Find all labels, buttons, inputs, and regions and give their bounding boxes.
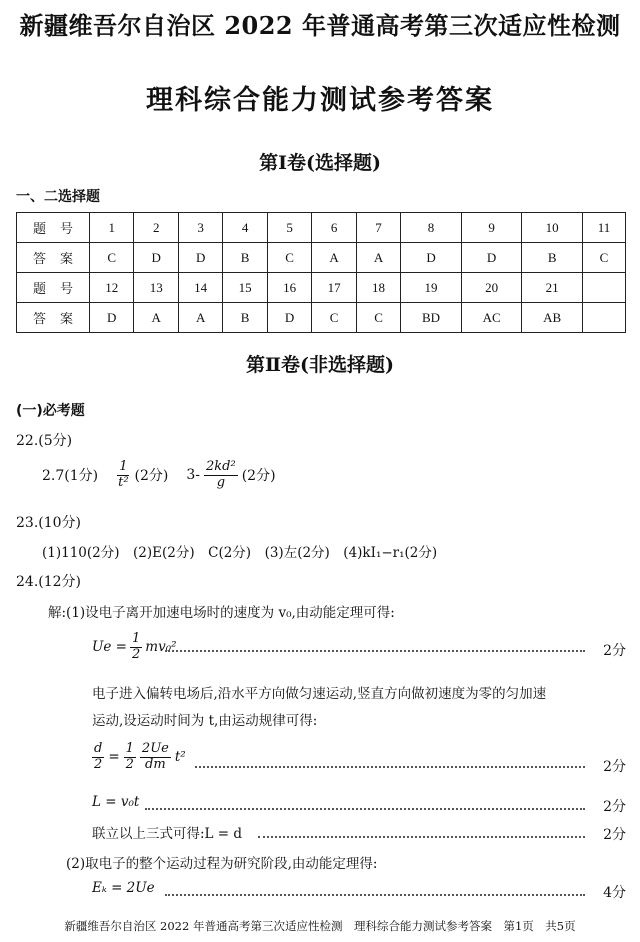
question-number: 5 <box>267 213 311 243</box>
equation-lhs: Ue = <box>92 639 127 656</box>
q24-title: 24.(12分) <box>16 574 82 590</box>
answer-cell: D <box>461 243 522 273</box>
answer-cell: A <box>356 243 400 273</box>
question-number: 17 <box>312 273 356 303</box>
answer-cell: B <box>223 303 267 333</box>
question-number: 6 <box>312 213 356 243</box>
document-title: 新疆维吾尔自治区 2022 年普通高考第三次适应性检测 <box>19 11 621 40</box>
question-number: 18 <box>356 273 400 303</box>
row-label-answer: 答案 <box>17 303 90 333</box>
q22-answer <box>42 460 276 491</box>
question-number: 7 <box>356 213 400 243</box>
document-subtitle: 理科综合能力测试参考答案 <box>146 85 494 116</box>
answer-cell: D <box>267 303 311 333</box>
row-label-question: 题号 <box>17 213 90 243</box>
answer-cell: A <box>312 243 356 273</box>
dotted-leader <box>258 836 585 838</box>
fraction-numerator: 2kd² <box>206 459 236 474</box>
q24-paragraph-2: 运动,设运动时间为 t,由运动规律可得: <box>92 713 318 729</box>
fraction-denominator: 2 <box>125 756 134 772</box>
question-number <box>582 273 625 303</box>
answer-cell: C <box>312 303 356 333</box>
answer-cell: C <box>582 243 625 273</box>
row-label-question: 题号 <box>17 273 90 303</box>
dotted-leader <box>195 766 585 768</box>
answer-cell: B <box>223 243 267 273</box>
points-label: 2分 <box>603 759 626 775</box>
answer-cell: AB <box>522 303 583 333</box>
q23-answer: (1)110(2分) (2)E(2分) C(2分) (3)左(2分) (4)kI₁−r₁(2分) <box>42 545 438 561</box>
question-number: 19 <box>401 273 462 303</box>
fraction-denominator: t² <box>118 474 129 490</box>
answer-table <box>16 212 626 333</box>
answer-cell: C <box>267 243 311 273</box>
answer-cell: D <box>178 243 222 273</box>
question-number: 14 <box>178 273 222 303</box>
dotted-leader <box>145 808 585 810</box>
equation-term: t² <box>174 749 186 766</box>
points-label: 2分 <box>603 827 626 843</box>
question-number: 20 <box>461 273 522 303</box>
q23-title: 23.(10分) <box>16 515 82 531</box>
q24-part2-intro: (2)取电子的整个运动过程为研究阶段,由动能定理得: <box>66 856 378 872</box>
fraction-numerator: 1 <box>125 741 134 756</box>
answer-cell: A <box>134 303 178 333</box>
question-number: 15 <box>223 273 267 303</box>
fraction-denominator: g <box>216 474 226 490</box>
answer-cell: C <box>90 243 134 273</box>
required-section-label: (一)必考题 <box>16 403 85 419</box>
q24-equation-3: L = v₀t <box>92 794 140 810</box>
fraction-denominator: 2 <box>94 756 103 772</box>
dotted-leader <box>165 650 585 652</box>
q22-answer-part3: (2分) <box>241 468 276 485</box>
question-number: 13 <box>134 273 178 303</box>
points-label: 2分 <box>603 643 626 659</box>
equals-sign: = <box>108 749 120 766</box>
answer-cell: D <box>401 243 462 273</box>
answer-cell: D <box>90 303 134 333</box>
question-number: 3 <box>178 213 222 243</box>
question-number: 16 <box>267 273 311 303</box>
question-number: 21 <box>522 273 583 303</box>
part2-heading: 第Ⅱ卷(非选择题) <box>246 354 394 376</box>
table-row <box>17 213 626 243</box>
q24-paragraph-1: 电子进入偏转电场后,沿水平方向做匀速运动,竖直方向做初速度为零的匀加速 <box>92 686 547 702</box>
answer-cell: D <box>134 243 178 273</box>
equation-fraction <box>140 742 171 773</box>
table-row <box>17 303 626 333</box>
question-number: 12 <box>90 273 134 303</box>
question-number: 9 <box>461 213 522 243</box>
fraction-numerator: d <box>94 741 103 756</box>
answer-cell: C <box>356 303 400 333</box>
fraction-numerator: 2Ue <box>141 741 169 756</box>
page-footer: 新疆维吾尔自治区 2022 年普通高考第三次适应性检测 理科综合能力测试参考答案 第1页 共5页 <box>64 919 576 933</box>
table-row <box>17 273 626 303</box>
dotted-leader <box>165 894 585 896</box>
question-number: 11 <box>582 213 625 243</box>
question-number: 8 <box>401 213 462 243</box>
question-number: 1 <box>90 213 134 243</box>
table-row <box>17 243 626 273</box>
question-number: 10 <box>522 213 583 243</box>
equation-fraction <box>92 742 104 773</box>
part1-heading: 第Ⅰ卷(选择题) <box>259 152 381 174</box>
equation-fraction <box>130 632 142 663</box>
q24-intro: 解:(1)设电子离开加速电场时的速度为 v₀,由动能定理可得: <box>48 605 395 621</box>
question-number: 2 <box>134 213 178 243</box>
q22-answer-prefix: 3- <box>186 467 201 484</box>
q24-equation-2 <box>92 742 186 773</box>
answer-cell <box>582 303 625 333</box>
fraction-numerator: 1 <box>131 631 141 646</box>
q22-fraction-2 <box>204 460 238 491</box>
equation-rhs: mv₀² <box>145 639 177 656</box>
question-number: 4 <box>223 213 267 243</box>
q22-fraction-1 <box>116 460 130 491</box>
fraction-denominator: dm <box>145 756 166 772</box>
q22-answer-part1: 2.7(1分) <box>42 468 99 485</box>
fraction-denominator: 2 <box>131 646 141 662</box>
fraction-numerator: 1 <box>119 459 128 474</box>
q24-equation-4: 联立以上三式可得:L = d <box>92 826 243 842</box>
answer-cell: BD <box>401 303 462 333</box>
points-label: 2分 <box>603 799 626 815</box>
q22-answer-part2: (2分) <box>134 468 169 485</box>
q24-equation-1 <box>92 632 177 663</box>
answer-cell: B <box>522 243 583 273</box>
q22-title: 22.(5分) <box>16 433 73 449</box>
points-label: 4分 <box>603 885 626 901</box>
q24-equation-5: Eₖ = 2Ue <box>92 880 155 896</box>
answer-cell: AC <box>461 303 522 333</box>
equation-fraction <box>124 742 136 773</box>
choice-group-label: 一、二选择题 <box>16 189 100 205</box>
answer-cell: A <box>178 303 222 333</box>
row-label-answer: 答案 <box>17 243 90 273</box>
